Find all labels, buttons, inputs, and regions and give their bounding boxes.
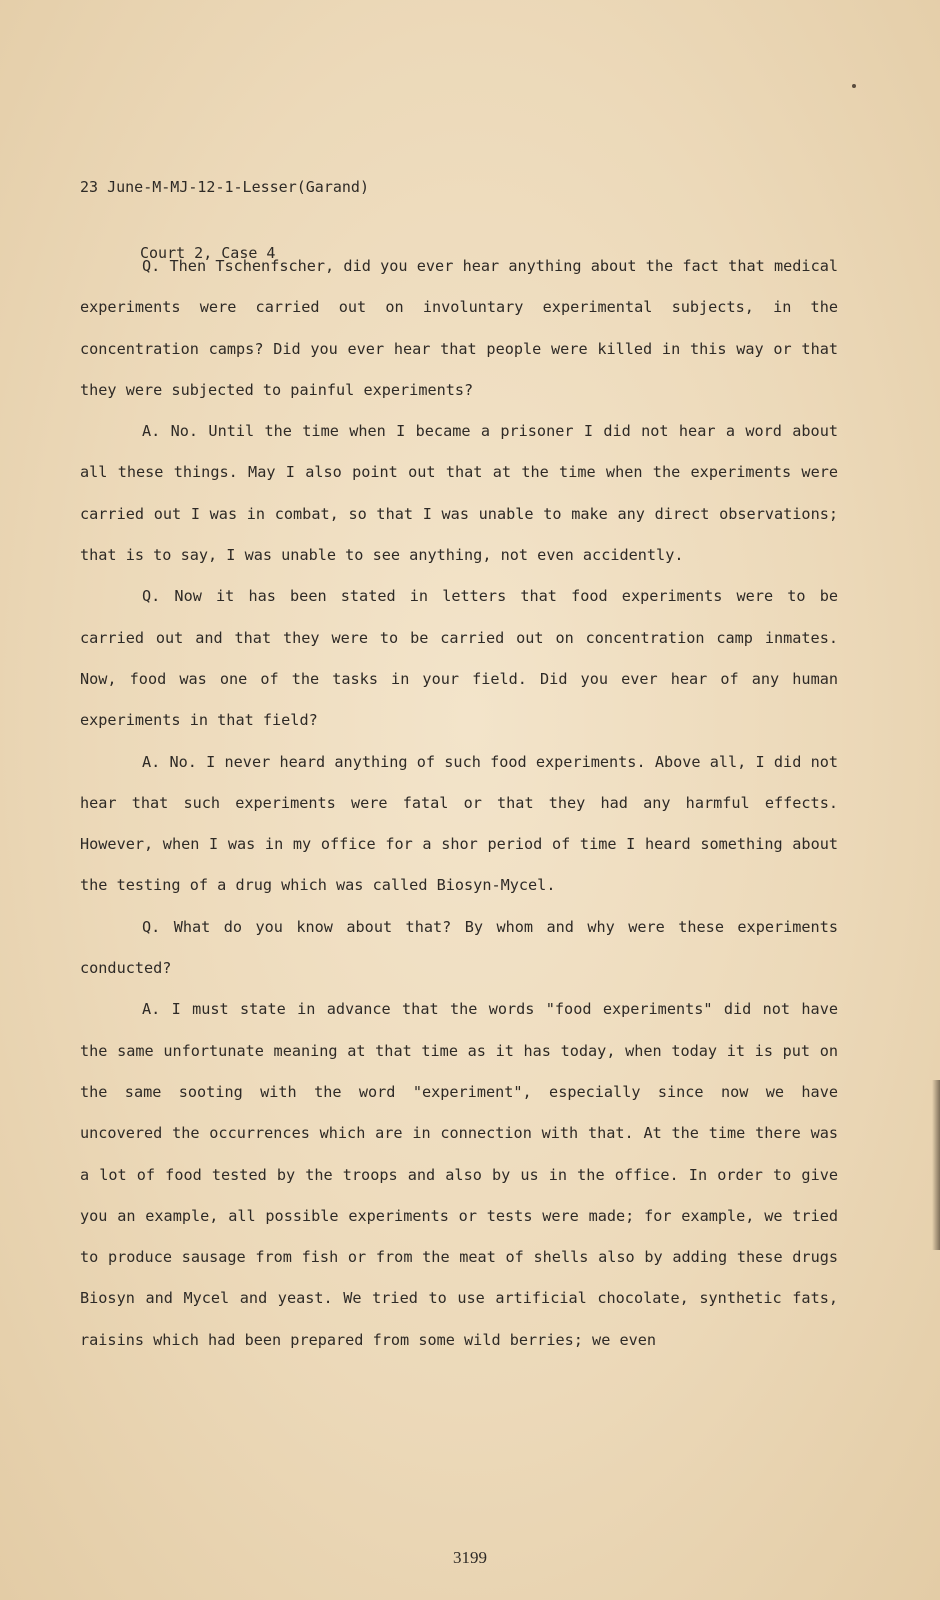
page-number: 3199 bbox=[453, 1548, 487, 1567]
paper-speck bbox=[852, 84, 856, 88]
paper-edge-shadow bbox=[932, 1080, 940, 1250]
header-court-case-line: Court 2, Case 4 bbox=[140, 244, 276, 262]
transcript-paragraph: A. No. Until the time when I became a prisoner I did not hear a word about all these things. May I also point out that at the time when the experiments were carried out I was in combat, so that I was unable to make any direct observations; that is to say, I was unable to see anything, not even accidently. bbox=[80, 422, 838, 565]
transcript-paragraph: Q. Now it has been stated in letters that food experiments were to be carried out and that they were to be carried out on concentration camp inmates. Now, food was one of the tasks in your field. Did you ever hear of any human experiments in that field? bbox=[80, 587, 838, 730]
header-reference-line: 23 June-M-MJ-12-1-Lesser(Garand) bbox=[80, 178, 369, 196]
transcript-paragraph: Q. Then Tschenfscher, did you ever hear anything about the fact that medical experiments were carried out on involuntary experimental subjects, in the concentration camps? Did you ever hear that people were killed in this way or that they were subjected to painful experiments? bbox=[80, 257, 838, 399]
transcript-paragraph: Q. What do you know about that? By whom and why were these experiments conducted? bbox=[80, 917, 838, 978]
transcript-paragraph: A. I must state in advance that the words "food experiments" did not have the same unfortunate meaning at that time as it has today, when today it is put on the same sooting with the word "experiment", especially since now we have uncovered the occurrences which are in connection with that. At the time there was a lot of food tested by the troops and also by us in the office. In order to give you an example, all possible experiments or tests were made; for example, we tried to produce sausage from fish or from the meat of shells also by adding these drugs Biosyn and Mycel and yeast. We tried to use artificial chocolate, synthetic fats, raisins which had been prepared from some wild berries; we even bbox=[80, 1000, 838, 1349]
transcript-paragraph: A. No. I never heard anything of such food experiments. Above all, I did not hear that such experiments were fatal or that they had any harmful effects. However, when I was in my office for a shor period of time I heard something about the testing of a drug which was called Biosyn-Mycel. bbox=[80, 752, 838, 895]
transcript-body bbox=[80, 246, 838, 1361]
